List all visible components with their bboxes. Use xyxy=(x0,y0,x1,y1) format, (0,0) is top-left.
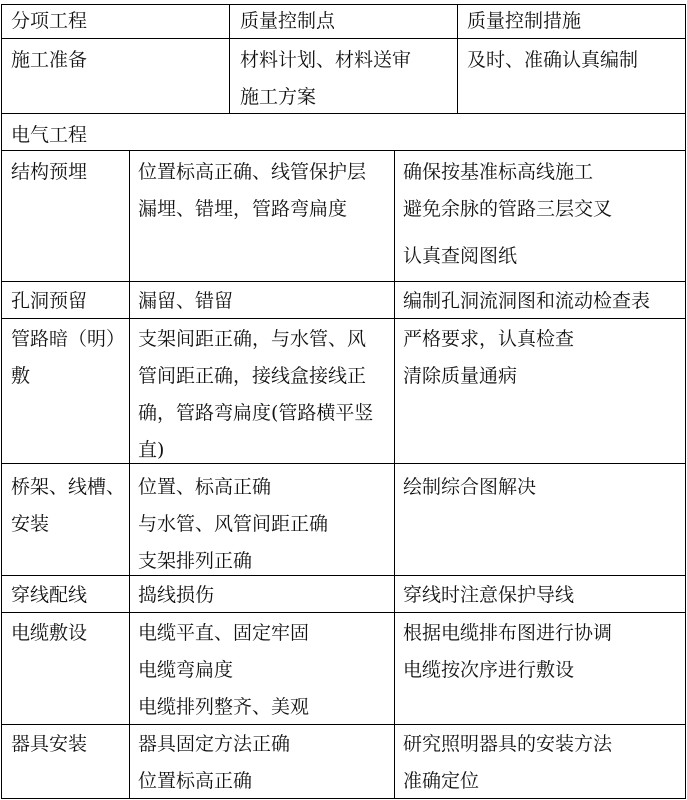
rule-after-row4 xyxy=(1,575,685,576)
measure-line: 研究照明器具的安装方法 xyxy=(403,733,613,755)
point-line: 电缆弯扁度 xyxy=(138,659,234,681)
row-name: 器具安装 xyxy=(11,733,88,755)
rule-after-row5 xyxy=(1,612,685,613)
name-line: 管路暗（明） xyxy=(11,328,126,350)
rule-header-col2 xyxy=(229,4,230,113)
row-point: 捣线损伤 xyxy=(138,584,215,606)
rule-header-col3 xyxy=(457,4,458,113)
rule-left xyxy=(1,4,2,799)
measure-line: 电缆按次序进行敷设 xyxy=(403,659,575,681)
point-line: 电缆平直、固定牢固 xyxy=(138,622,310,644)
row-points xyxy=(138,615,309,726)
measure-line: 清除质量通病 xyxy=(403,365,518,387)
row-name xyxy=(11,469,125,543)
name-line: 安装 xyxy=(11,513,50,535)
measure-line: 确保按基准标高线施工 xyxy=(403,161,594,183)
row-name: 孔洞预留 xyxy=(11,290,88,312)
row-points xyxy=(138,154,366,228)
row-point: 漏留、错留 xyxy=(138,290,234,312)
prep-measure: 及时、准确认真编制 xyxy=(467,49,639,71)
row-measure: 绘制综合图解决 xyxy=(403,476,537,498)
rule-after-row6 xyxy=(1,724,685,725)
row-measures xyxy=(403,154,612,275)
measure-line: 准确定位 xyxy=(403,770,480,792)
prep-point-line: 施工方案 xyxy=(240,86,317,108)
point-line: 管间距正确，接线盒接线正 xyxy=(138,365,367,387)
measure-line: 认真查阅图纸 xyxy=(403,245,518,267)
rule-after-section xyxy=(1,150,685,151)
row-name: 穿线配线 xyxy=(11,584,88,606)
rule-body-col2 xyxy=(129,150,130,799)
prep-point-line: 材料计划、材料送审 xyxy=(240,49,412,71)
measure-line: 严格要求，认真检查 xyxy=(403,328,575,350)
point-line: 支架间距正确，与水管、风 xyxy=(138,328,367,350)
point-line: 漏埋、错埋，管路弯扁度 xyxy=(138,198,348,220)
point-line: 位置标高正确、线管保护层 xyxy=(138,161,367,183)
row-points xyxy=(138,726,290,800)
point-line: 位置、标高正确 xyxy=(138,476,272,498)
rule-right xyxy=(685,4,686,799)
header-col-division: 分项工程 xyxy=(11,10,88,32)
name-line: 桥架、线槽、 xyxy=(11,476,126,498)
measure-line: 避免余脉的管路三层交叉 xyxy=(403,198,613,220)
point-line: 与水管、风管间距正确 xyxy=(138,513,329,535)
rule-body-col3 xyxy=(394,150,395,799)
row-points xyxy=(138,469,328,580)
row-measures xyxy=(403,615,612,689)
row-points xyxy=(138,321,373,469)
rule-after-header xyxy=(1,38,685,39)
point-line: 支架排列正确 xyxy=(138,550,253,572)
prep-name: 施工准备 xyxy=(11,49,88,71)
measure-line: 根据电缆排布图进行协调 xyxy=(403,622,613,644)
point-line: 位置标高正确 xyxy=(138,770,253,792)
header-col-control-point: 质量控制点 xyxy=(240,10,336,32)
point-line: 直) xyxy=(138,439,165,461)
rule-after-row1 xyxy=(1,281,685,282)
row-measures xyxy=(403,321,574,395)
row-measure: 穿线时注意保护导线 xyxy=(403,584,575,606)
row-name: 结构预埋 xyxy=(11,161,88,183)
name-line: 敷 xyxy=(11,365,31,387)
point-line: 确，管路弯扁度(管路横平竖 xyxy=(138,402,374,424)
row-name xyxy=(11,321,125,395)
row-measures xyxy=(403,726,612,800)
prep-points xyxy=(240,42,411,116)
header-col-control-measure: 质量控制措施 xyxy=(467,10,582,32)
rule-top xyxy=(1,4,685,5)
row-name: 电缆敷设 xyxy=(11,622,88,644)
point-line: 电缆排列整齐、美观 xyxy=(138,696,310,718)
point-line: 器具固定方法正确 xyxy=(138,733,291,755)
section-title: 电气工程 xyxy=(11,124,88,146)
row-measure: 编制孔洞流洞图和流动检查表 xyxy=(403,290,651,312)
